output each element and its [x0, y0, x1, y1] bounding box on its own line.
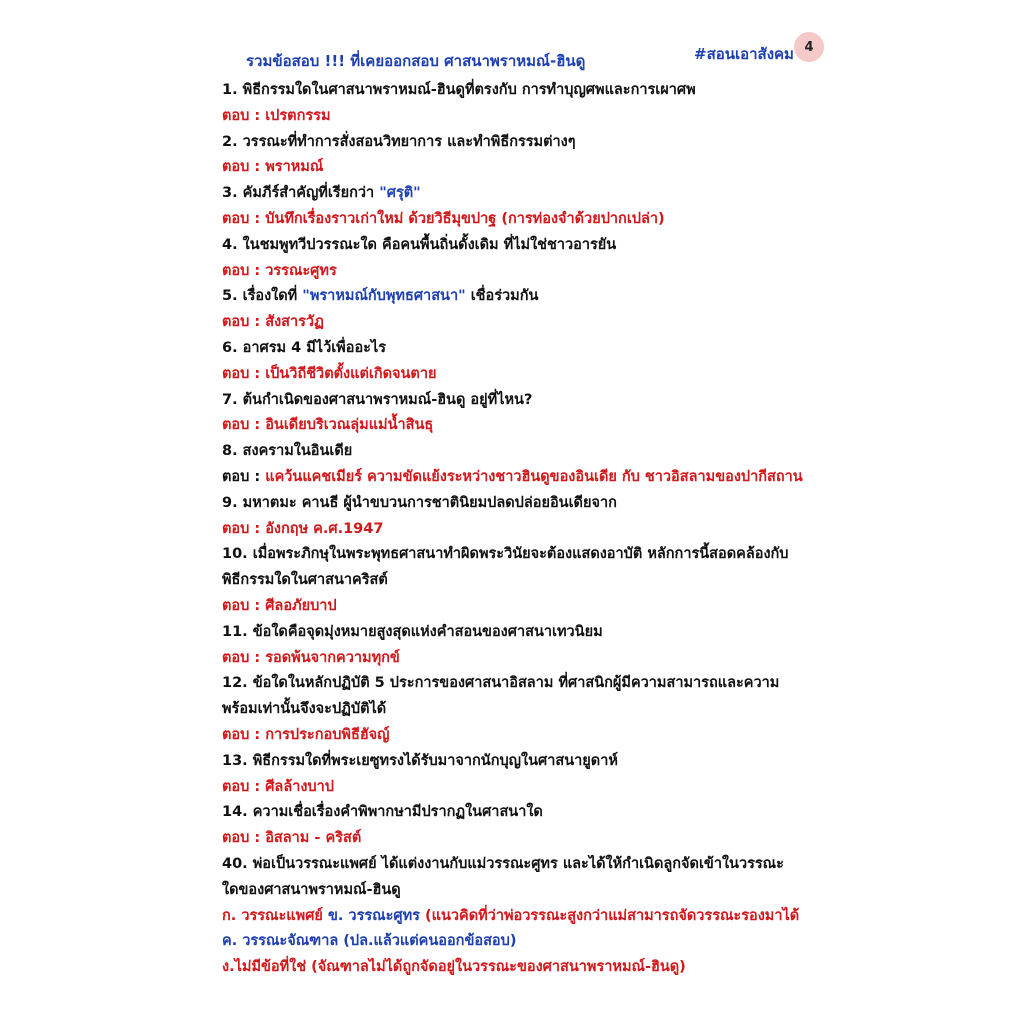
- answer-3: ตอบ : บันทึกเรื่องราวเก่าใหม่ ด้วยวิธีมุขปาฐ (การท่องจำด้วยปากเปล่า): [222, 210, 665, 227]
- answer-4: ตอบ : วรรณะศูทร: [222, 262, 337, 279]
- qa-list: [222, 78, 862, 981]
- answer-13: ตอบ : ศีลล้างบาป: [222, 778, 334, 795]
- option-a: ก. วรรณะแพศย์: [222, 907, 323, 924]
- option-b-note: (แนวคิดที่ว่าพ่อวรรณะสูงกว่าแม่สามารถจัดวรรณะรองมาได้: [419, 907, 800, 924]
- answer-8-prefix: ตอบ :: [222, 468, 266, 485]
- question-5: [222, 284, 862, 310]
- question-12: 12. ข้อใดในหลักปฏิบัติ 5 ประการของศาสนาอิสลาม ที่ศาสนิกผู้มีความสามารถและความ: [222, 675, 780, 692]
- question-8: 8. สงครามในอินเดีย: [222, 443, 353, 460]
- question-14: 14. ความเชื่อเรื่องคำพิพากษามีปรากฏในศาสนาใด: [222, 804, 543, 821]
- question-40-cont: ใดของศาสนาพราหมณ์-ฮินดู: [222, 881, 401, 898]
- question-6: 6. อาศรม 4 มีไว้เพื่ออะไร: [222, 339, 387, 356]
- question-5-keyword: "พราหมณ์กับพุทธศาสนา": [302, 288, 466, 305]
- hashtag-label: #สอนเอาสังคม: [694, 45, 794, 63]
- answer-2: ตอบ : พราหมณ์: [222, 159, 324, 176]
- answer-10: ตอบ : ศีลอภัยบาป: [222, 597, 337, 614]
- answer-9: ตอบ : อังกฤษ ค.ศ.1947: [222, 520, 384, 537]
- question-12-cont: พร้อมเท่านั้นจึงจะปฏิบัติได้: [222, 701, 387, 718]
- question-3: [222, 181, 862, 207]
- question-10-cont: พิธีกรรมใดในศาสนาคริสต์: [222, 572, 388, 589]
- answer-12: ตอบ : การประกอบพิธีฮัจญ์: [222, 726, 390, 743]
- question-9: 9. มหาตมะ คานธี ผู้นำขบวนการชาตินิยมปลดปล่อยอินเดียจาก: [222, 494, 617, 511]
- question-40: 40. พ่อเป็นวรรณะแพศย์ ได้แต่งงานกับแม่วรรณะศูทร และได้ให้กำเนิดลูกจัดเข้าในวรรณะ: [222, 855, 784, 872]
- options-ab: [222, 904, 862, 930]
- answer-7: ตอบ : อินเดียบริเวณลุ่มแม่น้ำสินธุ: [222, 417, 434, 434]
- option-c-note: (ปล.แล้วแต่คนออกข้อสอบ): [338, 933, 517, 950]
- answer-8-text: แคว้นแคชเมียร์ ความขัดแย้งระหว่างชาวฮินดูของอินเดีย กับ ชาวอิสลามของปากีสถาน: [265, 468, 803, 485]
- question-5-tail: เชื่อร่วมกัน: [465, 288, 539, 305]
- answer-6: ตอบ : เป็นวิถีชีวิตตั้งแต่เกิดจนตาย: [222, 365, 437, 382]
- question-1: 1. พิธีกรรมใดในศาสนาพราหมณ์-ฮินดูที่ตรงกับ การทำบุญศพและการเผาศพ: [222, 82, 696, 98]
- answer-8: [222, 465, 862, 491]
- question-13: 13. พิธีกรรมใดที่พระเยซูทรงได้รับมาจากนักบุญในศาสนายูดาห์: [222, 752, 618, 769]
- question-10: 10. เมื่อพระภิกษุในพระพุทธศาสนาทำผิดพระวินัยจะต้องแสดงอาบัติ หลักการนี้สอดคล้องกับ: [222, 546, 789, 563]
- page-title: รวมข้อสอบ !!! ที่เคยออกสอบ ศาสนาพราหมณ์-ฮินดู: [246, 52, 586, 70]
- option-c: ค. วรรณะจัณฑาล: [222, 933, 339, 950]
- question-7: 7. ต้นกำเนิดของศาสนาพราหมณ์-ฮินดู อยู่ที่ไหน?: [222, 391, 533, 408]
- question-11: 11. ข้อใดคือจุดมุ่งหมายสูงสุดแห่งคำสอนของศาสนาเทวนิยม: [222, 623, 603, 640]
- question-5-text: 5. เรื่องใดที่: [222, 288, 303, 305]
- answer-14: ตอบ : อิสลาม - คริสต์: [222, 830, 362, 847]
- answer-11: ตอบ : รอดพ้นจากความทุกข์: [222, 649, 400, 666]
- option-d: ง.ไม่มีข้อที่ใช่ (จัณฑาลไม่ได้ถูกจัดอยู่ในวรรณะของศาสนาพราหมณ์-ฮินดู): [222, 959, 686, 976]
- answer-1: ตอบ : เปรตกรรม: [222, 107, 331, 124]
- question-3-text: 3. คัมภีร์สำคัญที่เรียกว่า: [222, 185, 380, 202]
- option-c-line: [222, 929, 862, 955]
- question-3-keyword: "ศรุติ": [379, 185, 421, 202]
- question-2: 2. วรรณะที่ทำการสั่งสอนวิทยาการ และทำพิธีกรรมต่างๆ: [222, 133, 576, 150]
- answer-5: ตอบ : สังสารวัฏ: [222, 314, 324, 331]
- page-number-badge: 4: [794, 32, 824, 62]
- question-4: 4. ในชมพูทวีปวรรณะใด คือคนพื้นถิ่นดั้งเดิม ที่ไม่ใช่ชาวอารยัน: [222, 236, 617, 253]
- option-b: ข. วรรณะศูทร: [322, 907, 420, 924]
